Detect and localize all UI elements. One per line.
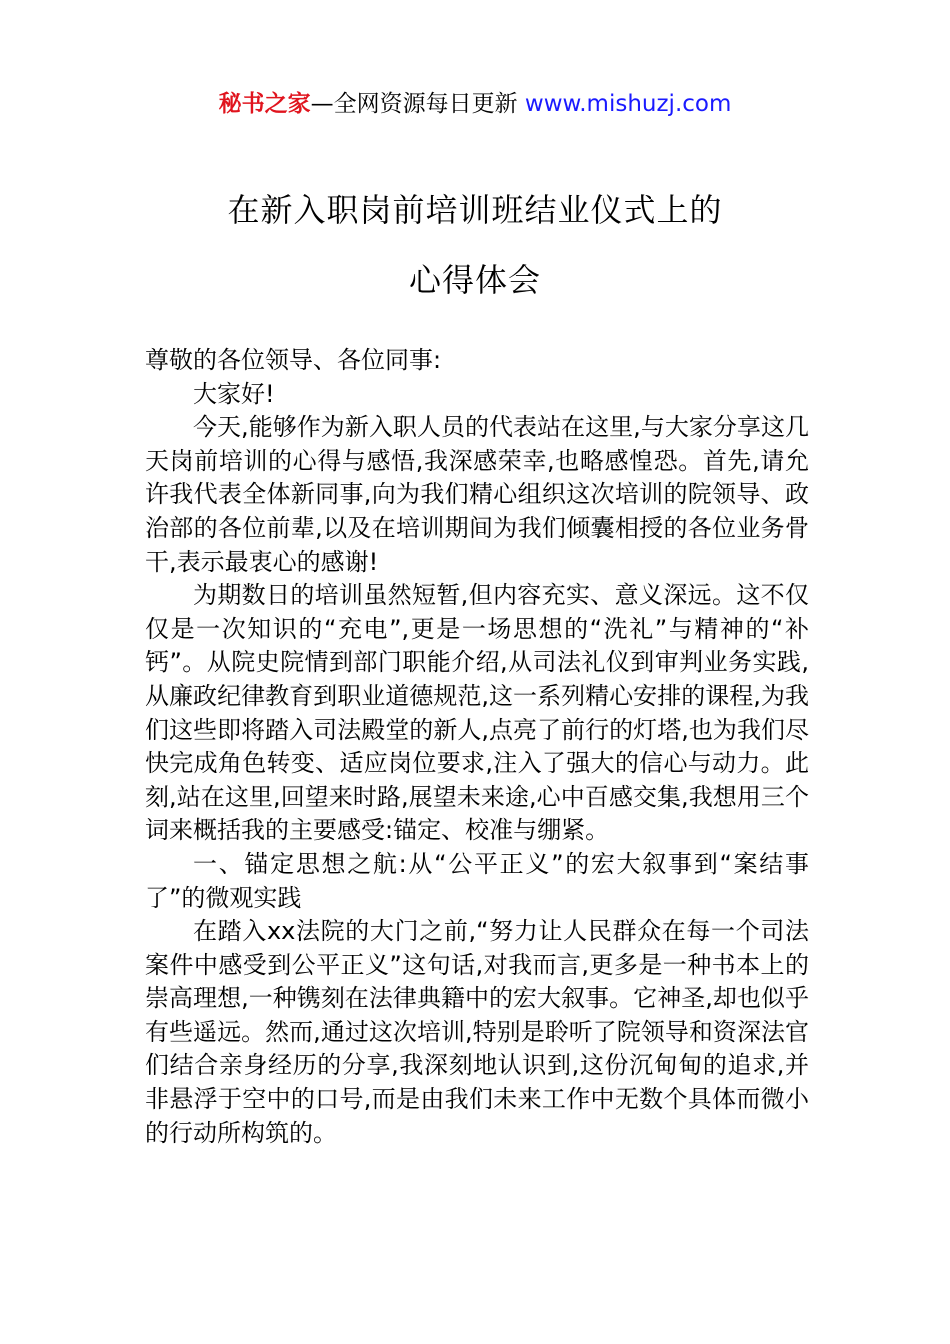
body-paragraph: 为期数日的培训虽然短暂,但内容充实、意义深远。这不仅仅是一次知识的“充电”,更是一场思想的“洗礼”与精神的“补钙”。从院史院情到部门职能介绍,从司法礼仪到审判业务实践,从廉政纪律教育到职业道德规范,这一系列精心安排的课程,为我们这些即将踏入司法殿堂的新人,点亮了前行的灯塔,也为我们尽快完成角色转变、适应岗位要求,注入了强大的信心与动力。此刻,站在这里,回望来时路,展望未来途,心中百感交集,我想用三个词来概括我的主要感受:锚定、校准与绷紧。 <box>145 581 809 845</box>
document-body <box>145 344 809 1150</box>
site-tagline: —全网资源每日更新 <box>310 91 525 117</box>
body-paragraph: 在踏入xx法院的大门之前,“努力让人民群众在每一个司法案件中感受到公平正义”这句话,对我而言,更多是一种书本上的崇高理想,一种镌刻在法律典籍中的宏大叙事。它神圣,却也似乎有些遥远。然而,通过这次培训,特别是聆听了院领导和资深法官们结合亲身经历的分享,我深刻地认识到,这份沉甸甸的追求,并非悬浮于空中的口号,而是由我们未来工作中无数个具体而微小的行动所构筑的。 <box>145 917 809 1147</box>
body-paragraph: 今天,能够作为新入职人员的代表站在这里,与大家分享这几天岗前培训的心得与感悟,我深感荣幸,也略感惶恐。首先,请允许我代表全体新同事,向为我们精心组织这次培训的院领导、政治部的各位前辈,以及在培训期间为我们倾囊相授的各位业务骨干,表示最衷心的感谢! <box>145 413 809 576</box>
site-header <box>0 88 950 120</box>
section-heading: 一、锚定思想之航:从“公平正义”的宏大叙事到“案结事了”的微观实践 <box>145 849 809 912</box>
salutation: 尊敬的各位领导、各位同事: <box>145 346 442 374</box>
site-brand: 秘书之家 <box>218 91 311 117</box>
site-url-link[interactable]: www.mishuzj.com <box>524 91 732 117</box>
document-title-line-2: 心得体会 <box>408 261 541 299</box>
document-title-line-1: 在新入职岗前培训班结业仪式上的 <box>227 191 723 229</box>
greeting: 大家好! <box>193 379 275 408</box>
